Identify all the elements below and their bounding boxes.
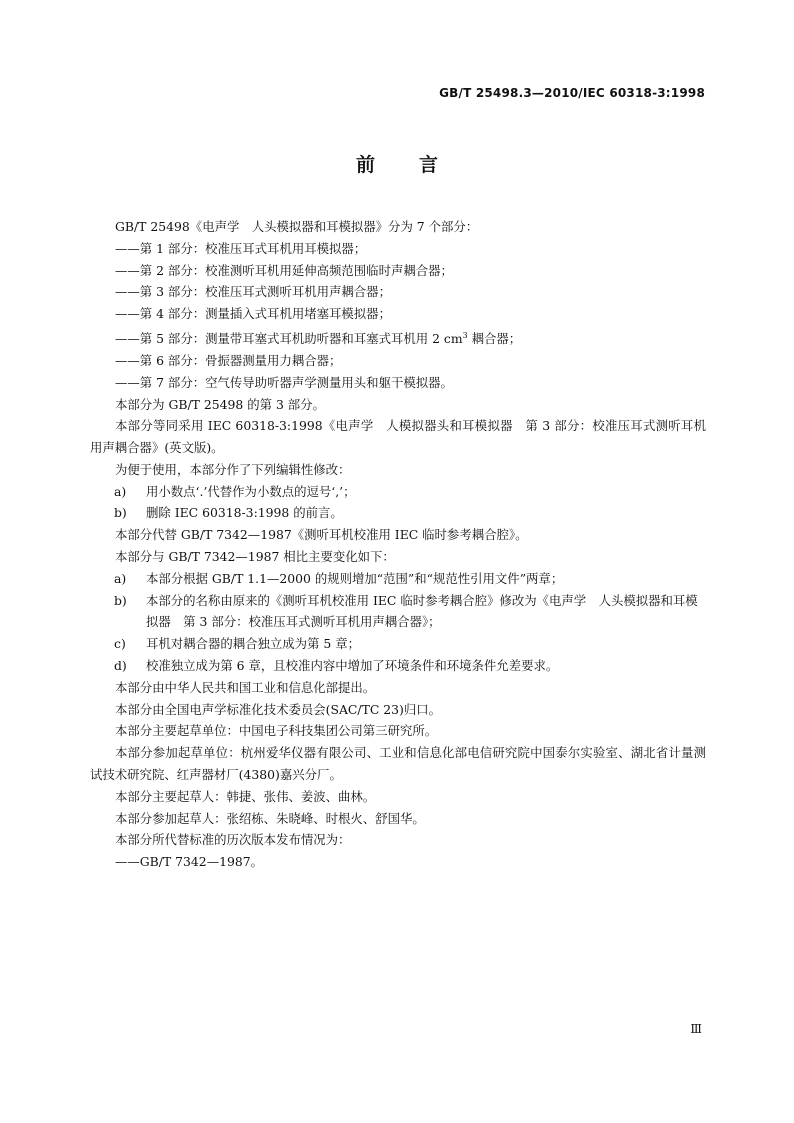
change-item — [90, 633, 706, 655]
item-label: a) — [114, 570, 127, 586]
item-label: a) — [114, 483, 127, 499]
item-text: 校准独立成为第 6 章，且校准内容中增加了环境条件和环境条件允差要求。 — [146, 658, 559, 674]
item-text: 用小数点‘.’代替作为小数点的逗号‘,’； — [146, 483, 356, 499]
equivalence-paragraph: 本部分等同采用 IEC 60318-3:1998《电声学 人模拟器头和耳模拟器 第 3 部分：校准压耳式测听耳机用声耦合器》(英文版)。 — [90, 418, 706, 456]
this-part-paragraph: 本部分为 GB/T 25498 的第 3 部分。 — [115, 396, 325, 412]
history-intro-paragraph: 本部分所代替标准的历次版本发布情况为： — [115, 832, 351, 848]
proposed-paragraph: 本部分由中华人民共和国工业和信息化部提出。 — [115, 679, 376, 695]
part-item: ——第 7 部分：空气传导助听器声学测量用头和躯干模拟器。 — [115, 374, 453, 390]
part-item: ——第 2 部分：校准测听耳机用延伸高频范围临时声耦合器； — [115, 262, 453, 278]
part-item: ——第 3 部分：校准压耳式测听耳机用声耦合器； — [115, 284, 391, 300]
participating-drafters-paragraph: 本部分参加起草人：张绍栋、朱晓峰、时根火、舒国华。 — [115, 810, 425, 826]
item-text: 本部分的名称由原来的《测听耳机校准用 IEC 临时参考耦合腔》修改为《电声学 人头模拟器和耳模拟器 第 3 部分：校准压耳式测听耳机用声耦合器》； — [146, 592, 698, 630]
change-item — [90, 568, 706, 590]
item-text: 删除 IEC 60318-3:1998 的前言。 — [146, 505, 343, 521]
change-item — [90, 655, 706, 677]
page-number: Ⅲ — [690, 1022, 702, 1036]
part-item-5 — [90, 325, 706, 350]
item-label: b) — [114, 592, 127, 608]
main-drafters-paragraph: 本部分主要起草人：韩捷、张伟、姜波、曲林。 — [115, 788, 376, 804]
edit-item — [90, 502, 706, 524]
part-5-tail: 耦合器； — [467, 331, 522, 347]
change-item — [90, 590, 706, 634]
item-text: 耳机对耦合器的耦合独立成为第 5 章； — [146, 636, 361, 652]
edit-item — [90, 481, 706, 503]
item-text: 本部分根据 GB/T 1.1—2000 的规则增加“范围”和“规范性引用文件”两章； — [146, 570, 564, 586]
standard-number-header: GB/T 25498.3—2010/IEC 60318-3:1998 — [439, 86, 705, 100]
foreword-body — [90, 216, 706, 873]
intro-paragraph: GB/T 25498《电声学 人头模拟器和耳模拟器》分为 7 个部分： — [115, 219, 479, 234]
replaces-paragraph: 本部分代替 GB/T 7342—1987《测听耳机校准用 IEC 临时参考耦合腔》。 — [115, 527, 528, 543]
item-label: b) — [114, 505, 127, 521]
participating-units-paragraph: 本部分参加起草单位：杭州爱华仪器有限公司、工业和信息化部电信研究院中国泰尔实验室、湖北省计量测试技术研究院、红声器材厂(4380)嘉兴分厂。 — [90, 745, 706, 783]
part-item: ——第 1 部分：校准压耳式耳机用耳模拟器； — [115, 240, 367, 256]
main-drafter-unit-paragraph: 本部分主要起草单位：中国电子科技集团公司第三研究所。 — [115, 723, 438, 739]
part-item: ——第 4 部分：测量插入式耳机用堵塞耳模拟器； — [115, 306, 391, 322]
item-label: d) — [114, 658, 127, 674]
changes-intro-paragraph: 本部分与 GB/T 7342—1987 相比主要变化如下： — [115, 549, 395, 565]
history-item: ——GB/T 7342—1987。 — [115, 854, 264, 870]
edit-intro-paragraph: 为便于使用，本部分作了下列编辑性修改： — [115, 461, 351, 477]
superscript: 3 — [462, 330, 468, 340]
page-title: 前言 — [355, 154, 482, 176]
item-label: c) — [114, 636, 126, 652]
part-5-text: ——第 5 部分：测量带耳塞式耳机助听器和耳塞式耳机用 2 cm — [115, 331, 463, 347]
centralized-paragraph: 本部分由全国电声学标准化技术委员会(SAC/TC 23)归口。 — [115, 701, 442, 717]
part-item: ——第 6 部分：骨振器测量用力耦合器； — [115, 352, 342, 368]
